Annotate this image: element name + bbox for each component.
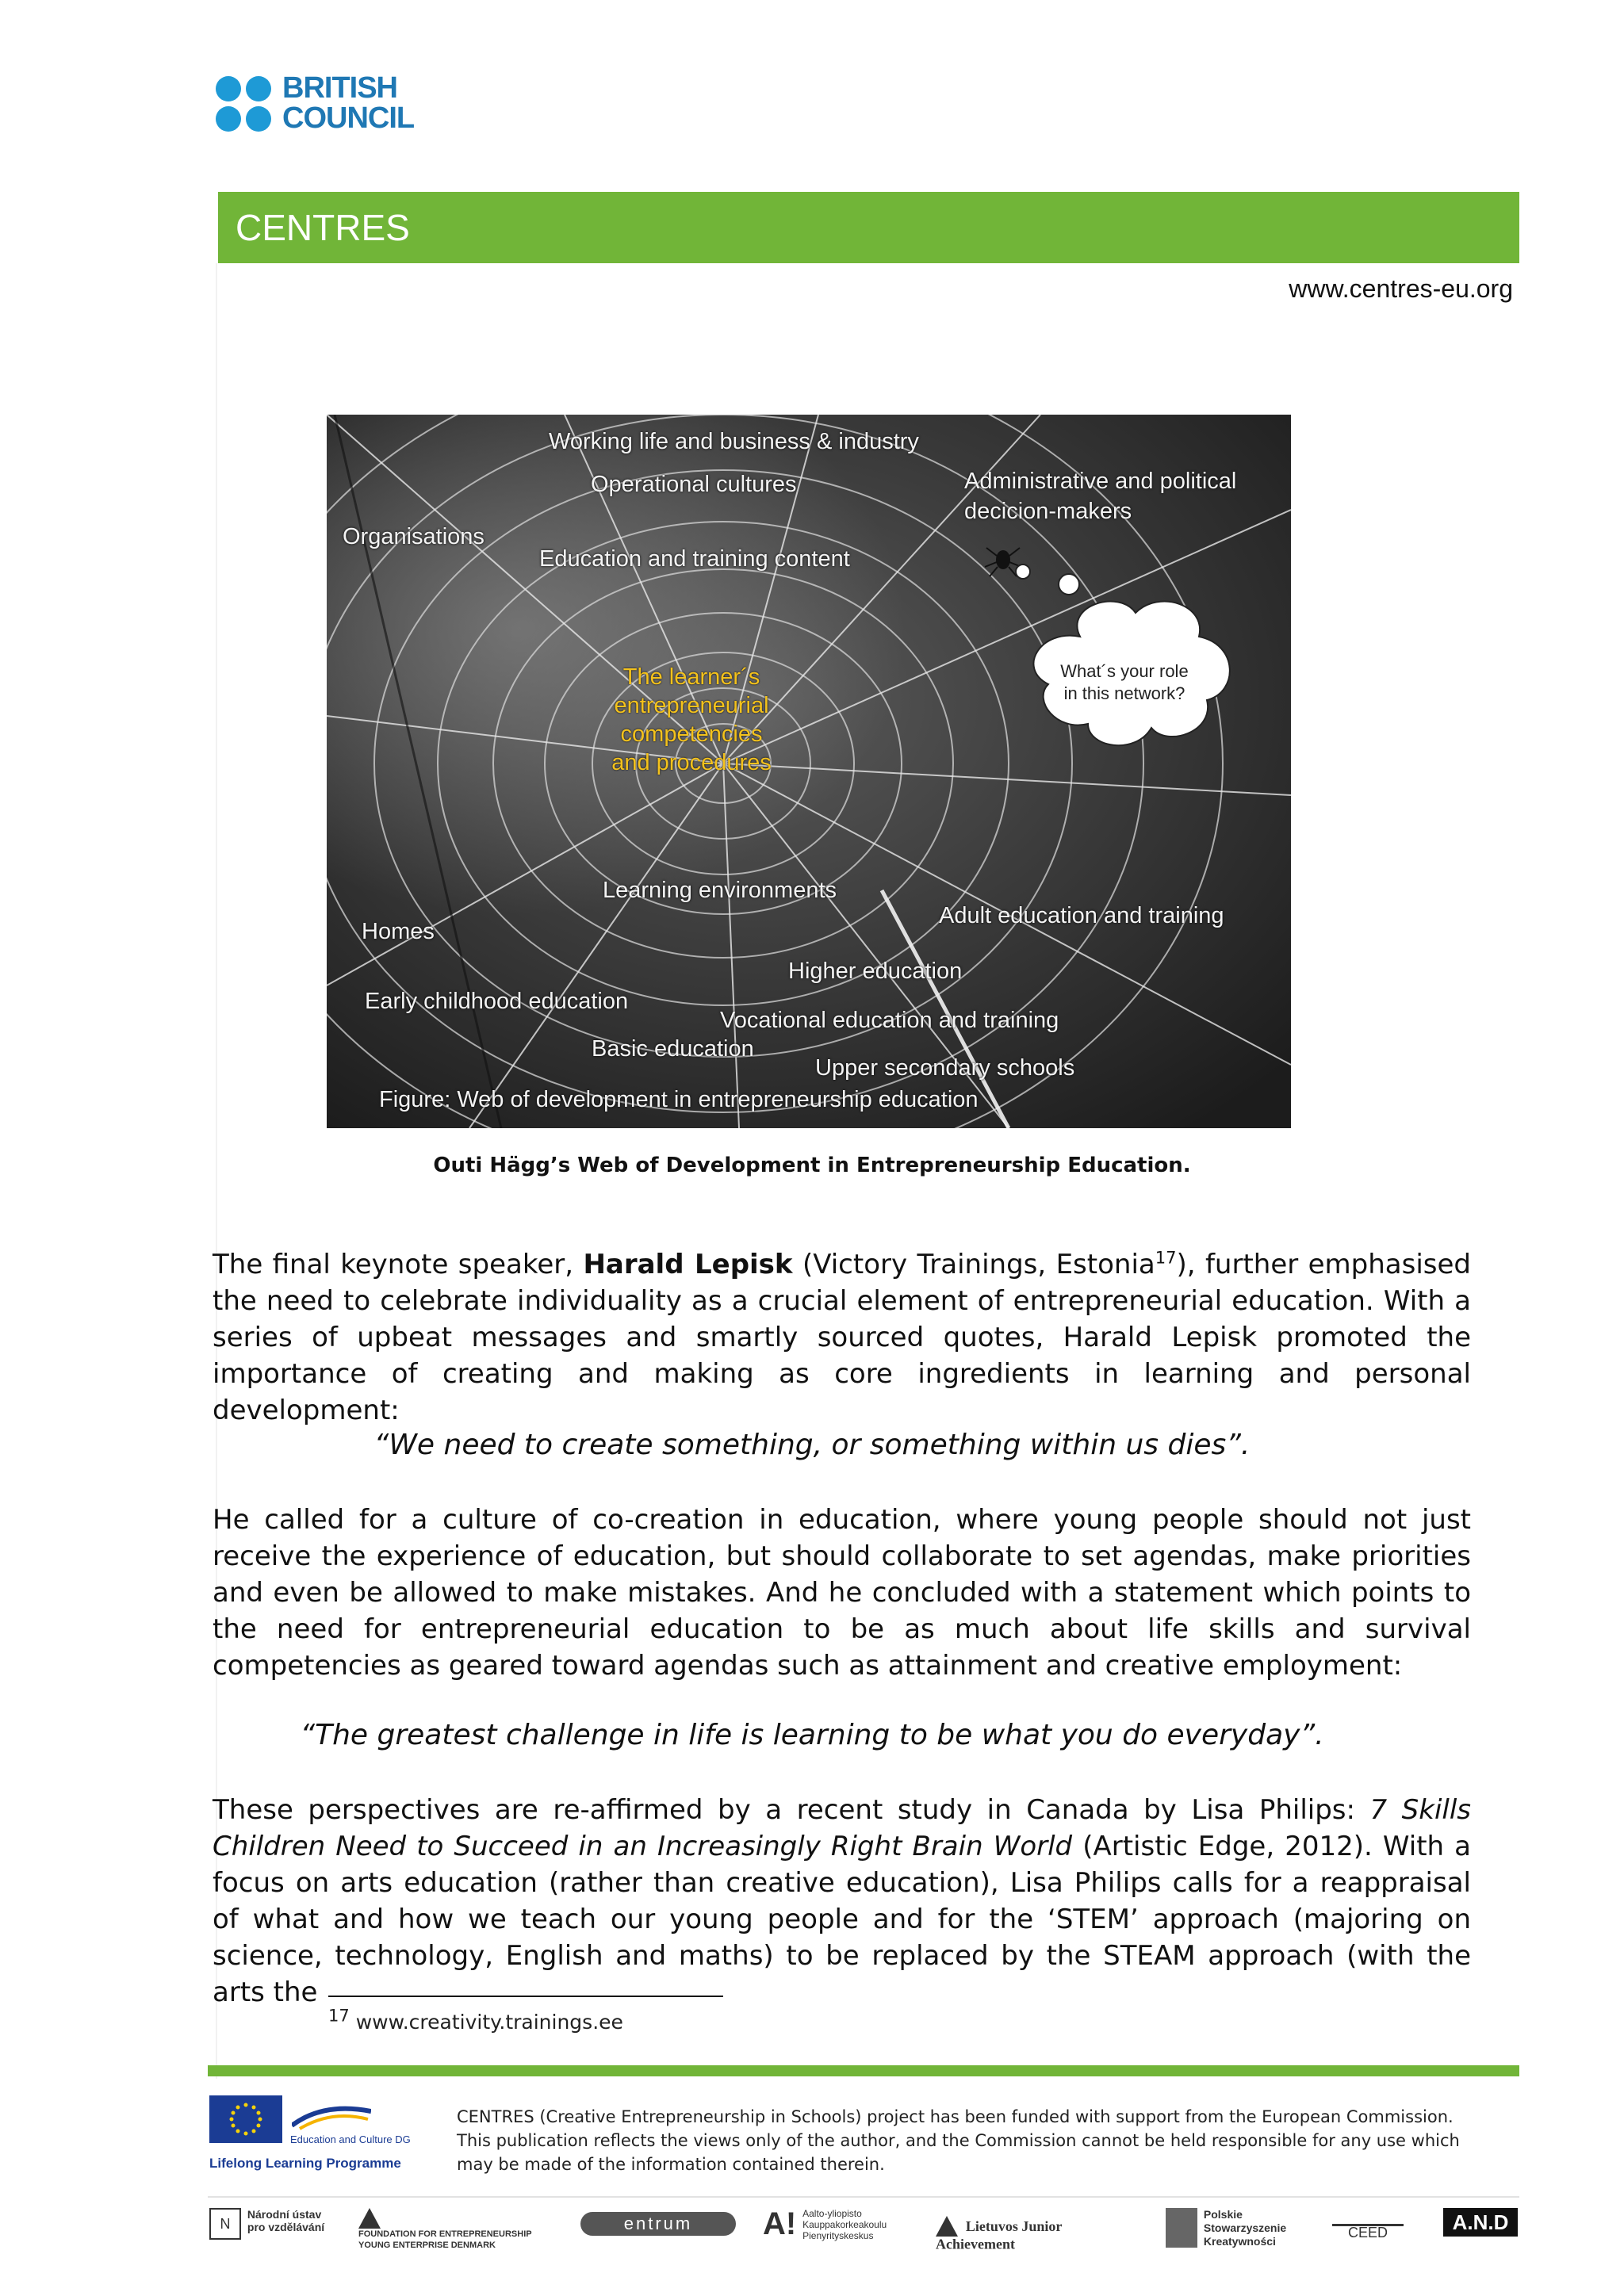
label-vocational: Vocational education and training <box>720 1008 1059 1033</box>
footnote-divider <box>328 1996 723 1997</box>
triangle-icon <box>358 2208 381 2229</box>
eu-logo <box>208 2095 414 2175</box>
paragraph-keynote: The final keynote speaker, Harald Lepisk (Victory Trainings, Estonia$^{17}$), further emphasised the need to celebrate individuality as a crucial element of entrepreneurial education. With a series of upbeat messages and smartly sourced quotes, Harald Lepisk promoted the importance of creating and making as core ingredients in learning and personal development: <box>213 1248 1471 1426</box>
partner-and-logo: A.N.D <box>1443 2208 1518 2237</box>
website-link[interactable]: www.centres-eu.org <box>1289 274 1513 303</box>
british-council-logo <box>216 73 454 136</box>
label-homes: Homes <box>362 919 435 944</box>
partner-lja-logo: Lietuvos Junior Achievement <box>936 2216 1142 2250</box>
book-title: 7 Skills Children Need to Succeed in an Increasingly Right Brain World <box>213 1794 1471 1862</box>
ceed-wing-icon <box>1332 2208 1404 2226</box>
aalto-icon: A! <box>763 2206 797 2241</box>
funding-disclaimer: CENTRES (Creative Entrepreneurship in Schools) project has been funded with support from the European Commission. This publication reflects the views only of the author, and the Commission cannot be held responsible for any use which may be made of the information contained therein. <box>457 2107 1460 2174</box>
label-basic-education: Basic education <box>592 1036 754 1062</box>
quote-create-something: “We need to create something, or something within us dies”. <box>373 1429 1251 1461</box>
footer-bar <box>208 2065 1519 2076</box>
partner-ceed-logo: CEED <box>1332 2208 1411 2239</box>
footnote: $^{17}$ www.creativity.trainings.ee <box>328 2006 623 2034</box>
partner-psk-logo: Polskie Stowarzyszenie Kreatywności <box>1166 2208 1316 2248</box>
partner-logos-divider <box>208 2196 1519 2198</box>
label-operational-cultures: Operational cultures <box>591 472 797 497</box>
footnote-link[interactable]: www.creativity.trainings.ee <box>355 2011 623 2034</box>
brand-name: BRITISH COUNCIL <box>282 71 415 135</box>
label-upper-secondary: Upper secondary schools <box>815 1055 1075 1081</box>
figure-title: Figure: Web of development in entrepreneurship education <box>379 1087 979 1112</box>
web-of-development-figure <box>327 415 1291 1128</box>
partner-nuv-logo: N Národní ústav pro vzdělávání <box>209 2208 328 2240</box>
label-learner-competencies: The learner´s entrepreneurial competencies and procedures <box>611 664 772 775</box>
banner <box>218 192 1519 263</box>
british-council-dots-icon <box>216 76 273 133</box>
label-decision-makers: decicion-makers <box>964 499 1132 524</box>
figure-caption: Outi Hägg’s Web of Development in Entrepreneurship Education. <box>433 1154 1191 1177</box>
label-learning-environments: Learning environments <box>603 878 837 903</box>
partner-fye-logo: FOUNDATION FOR ENTREPRENEURSHIP YOUNG ENTERPRISE DENMARK <box>358 2208 557 2251</box>
label-early-childhood: Early childhood education <box>365 989 629 1014</box>
triangle-icon <box>936 2216 958 2237</box>
label-higher-education: Higher education <box>788 959 963 984</box>
label-administrative: Administrative and political <box>964 469 1237 494</box>
psk-icon <box>1166 2208 1197 2248</box>
quote-greatest-challenge: “The greatest challenge in life is learning to be what you do everyday”. <box>300 1719 1324 1751</box>
paragraph-perspectives: These perspectives are re-affirmed by a recent study in Canada by Lisa Philips: 7 Skills Children Need to Succeed in an Increasingly Right Brain World (Artistic Edge, 2012). With a focus on arts education (rather than creative education), Lisa Philips calls for a reappraisal of what and how we teach our young people and for the ‘STEM’ approach (majoring on science, technology, English and maths) to be replaced by the STEAM approach (with the arts the <box>213 1794 1471 2008</box>
label-organisations: Organisations <box>343 524 485 549</box>
nuv-icon: N <box>209 2208 241 2240</box>
eu-flag-icon <box>209 2095 282 2143</box>
partner-aalto-logo: A! Aalto-yliopisto Kauppakorkeakoulu Pienyrityskeskus <box>763 2206 887 2241</box>
label-adult-education: Adult education and training <box>939 903 1224 928</box>
paragraph-co-creation: He called for a culture of co-creation in education, where young people should not just receive the experience of education, but should collaborate to set agendas, make priorities and even be allowed to make mistakes. And he concluded with a statement which points to the need for entrepreneurial education to be as much about life skills and survival competencies as geared toward agendas such as attainment and creative employment: <box>213 1504 1471 1682</box>
bubble-question: What´s your role in this network? <box>1060 661 1189 703</box>
partner-entrum-logo: entrum <box>580 2212 736 2236</box>
edu-culture-label: Education and Culture DG <box>290 2133 411 2145</box>
education-culture-swoosh-icon <box>292 2102 371 2133</box>
speaker-name: Harald Lepisk <box>583 1249 793 1280</box>
label-working-life: Working life and business & industry <box>549 429 919 454</box>
label-education-content: Education and training content <box>539 546 850 572</box>
footnote-ref[interactable]: 17 <box>1155 1248 1177 1268</box>
banner-title: CENTRES <box>236 207 410 248</box>
llp-label: Lifelong Learning Programme <box>209 2156 401 2171</box>
